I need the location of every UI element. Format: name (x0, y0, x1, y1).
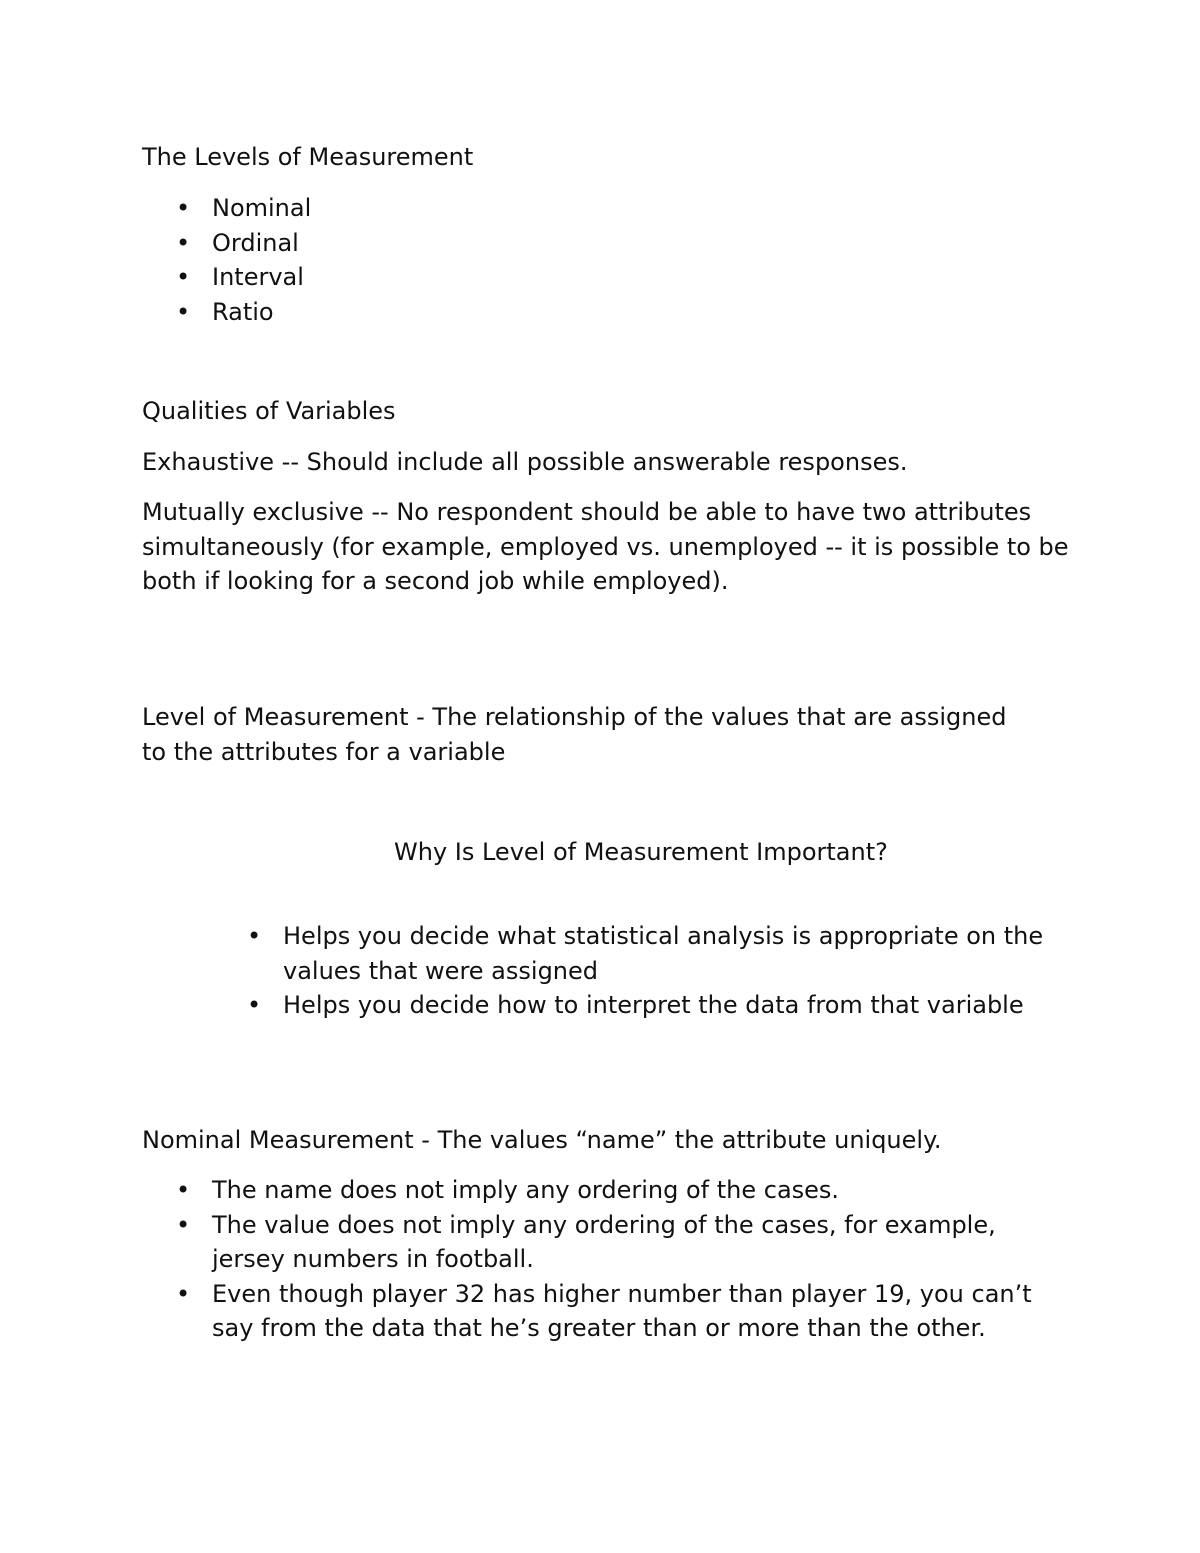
list-item: • The name does not imply any ordering of the cases. (212, 1173, 1042, 1208)
bullet-icon: • (176, 297, 191, 326)
why-important-list (247, 919, 1073, 1023)
list-item: • Helps you decide what statistical analysis is appropriate on the values that were assigned (283, 919, 1073, 988)
heading-qualities-of-variables: Qualities of Variables (142, 397, 396, 425)
bullet-icon: • (176, 1279, 191, 1308)
mutually-exclusive-definition: Mutually exclusive -- No respondent should be able to have two attributes simultaneously (for example, employed vs. unemployed -- it is possible to be both if looking for a second job while employed). (142, 498, 1069, 595)
level-of-measurement-definition: Level of Measurement - The relationship of the values that are assigned to the attributes for a variable (142, 703, 1007, 766)
bullet-icon: • (176, 228, 191, 257)
list-item: • Nominal (212, 191, 311, 226)
bullet-icon: • (176, 1210, 191, 1239)
list-item: • Helps you decide how to interpret the data from that variable (283, 988, 1073, 1023)
heading-why-important: Why Is Level of Measurement Important? (394, 838, 888, 866)
list-item: • Even though player 32 has higher number than player 19, you can’t say from the data that he’s greater than or more than the other. (212, 1277, 1042, 1346)
list-item: • Ordinal (212, 226, 311, 261)
heading-nominal-measurement: Nominal Measurement - The values “name” the attribute uniquely. (142, 1126, 942, 1154)
bullet-icon: • (176, 1176, 191, 1204)
bullet-icon: • (247, 991, 262, 1019)
bullet-icon: • (176, 263, 191, 291)
bullet-icon: • (247, 922, 262, 950)
list-item: • The value does not imply any ordering of the cases, for example, jersey numbers in football. (212, 1208, 1042, 1277)
exhaustive-definition: Exhaustive -- Should include all possible answerable responses. (142, 448, 908, 476)
list-item: • Ratio (212, 295, 311, 330)
bullet-icon: • (176, 194, 191, 222)
levels-list (176, 191, 312, 329)
heading-levels-of-measurement: The Levels of Measurement (142, 143, 474, 171)
nominal-list (176, 1173, 1042, 1346)
list-item: • Interval (212, 260, 311, 295)
